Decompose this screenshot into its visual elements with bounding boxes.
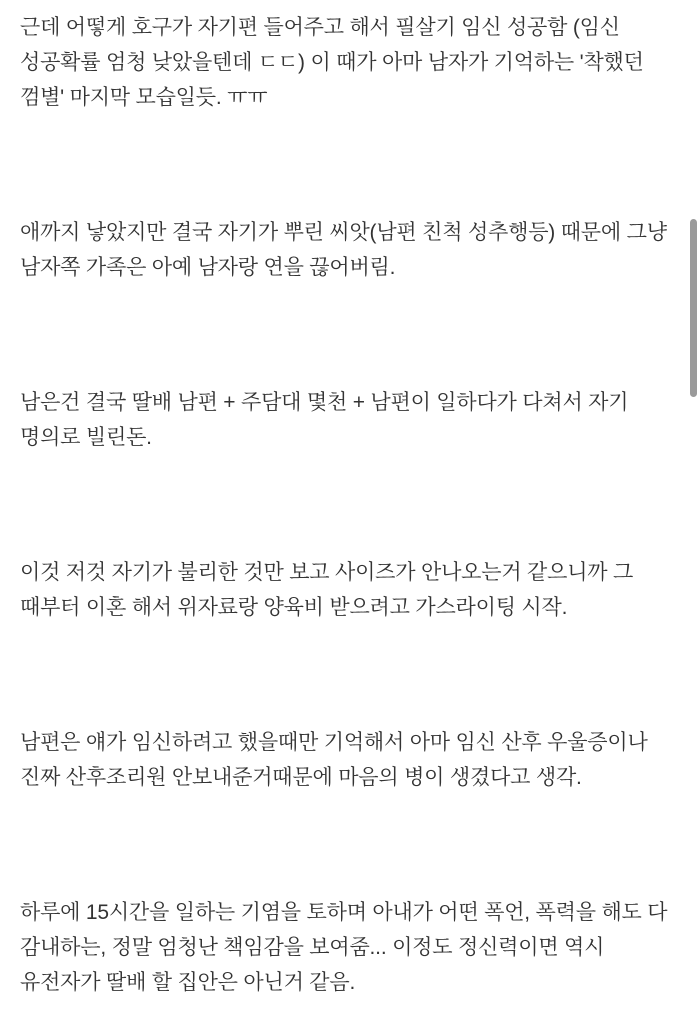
post-paragraph: 하루에 15시간을 일하는 기염을 토하며 아내가 어떤 폭언, 폭력을 해도 다 감내하는, 정말 엄청난 책임감을 보여줌... 이정도 정신력이면 역시 유전자가 딸배 할 집안은 아닌거 같음. xyxy=(20,901,668,994)
post-paragraph: 근데 어떻게 호구가 자기편 들어주고 해서 필살기 임신 성공함 (임신 성공확률 엄청 낮았을텐데 ㄷㄷ) 이 때가 아마 남자가 기억하는 '착했던 껌별' 마지막 모습일듯. ㅠㅠ xyxy=(20,16,644,109)
post-paragraph: 이것 저것 자기가 불리한 것만 보고 사이즈가 안나오는거 같으니까 그 때부터 이혼 해서 위자료랑 양육비 받으려고 가스라이팅 시작. xyxy=(20,561,634,619)
scrollbar-thumb[interactable] xyxy=(690,219,697,397)
post-paragraph: 애까지 낳았지만 결국 자기가 뿌린 씨앗(남편 친척 성추행등) 때문에 그냥 남자쪽 가족은 아예 남자랑 연을 끊어버림. xyxy=(20,221,667,279)
post-paragraph: 남은건 결국 딸배 남편 + 주담대 몇천 + 남편이 일하다가 다쳐서 자기 명의로 빌린돈. xyxy=(20,391,629,449)
post-paragraph: 남편은 얘가 임신하려고 했을때만 기억해서 아마 임신 산후 우울증이나 진짜 산후조리원 안보내준거때문에 마음의 병이 생겼다고 생각. xyxy=(20,731,648,789)
